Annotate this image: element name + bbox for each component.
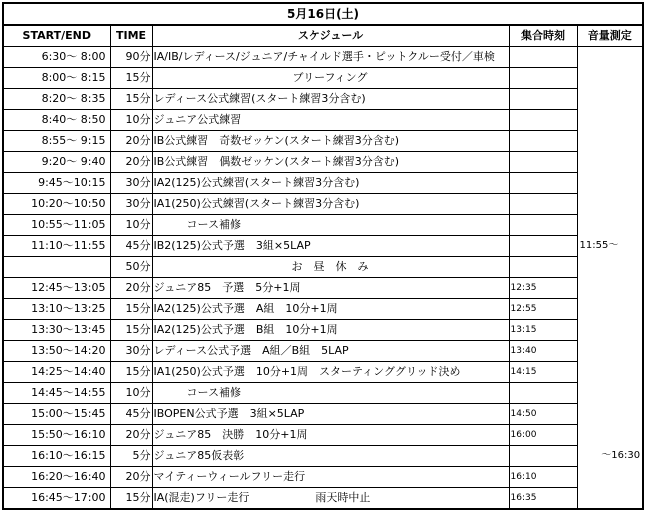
start-end-cell: 14:25～14:40 [3,362,110,383]
sound-check-cell [577,278,643,299]
gather-time-cell [509,68,577,89]
schedule-row [3,488,643,510]
duration-cell: 30分 [110,194,152,215]
duration-cell: 45分 [110,404,152,425]
gather-time-cell [509,173,577,194]
start-end-cell: 10:55～11:05 [3,215,110,236]
start-end-cell: 9:20～ 9:40 [3,152,110,173]
title-row [3,3,643,25]
schedule-row [3,110,643,131]
gather-time-cell [509,89,577,110]
header-time: TIME [110,25,152,47]
schedule-cell: ブリーフィング [152,68,509,89]
gather-time-cell [509,383,577,404]
sound-check-cell [577,89,643,110]
header-row [3,25,643,47]
gather-time-cell [509,131,577,152]
schedule-cell: レディース公式練習(スタート練習3分含む) [152,89,509,110]
schedule-row [3,320,643,341]
schedule-row [3,194,643,215]
header-schedule: スケジュール [152,25,509,47]
sound-check-cell [577,131,643,152]
start-end-cell: 12:45～13:05 [3,278,110,299]
schedule-cell: IA1(250)公式練習(スタート練習3分含む) [152,194,509,215]
start-end-cell: 11:10～11:55 [3,236,110,257]
sound-check-cell [577,488,643,510]
duration-cell: 15分 [110,320,152,341]
sound-check-cell [577,467,643,488]
header-gather-time: 集合時刻 [509,25,577,47]
duration-cell: 20分 [110,467,152,488]
sound-check-cell [577,257,643,278]
start-end-cell [3,257,110,278]
gather-time-cell [509,236,577,257]
gather-time-cell: 12:55 [509,299,577,320]
schedule-cell: ジュニア85 決勝 10分+1周 [152,425,509,446]
gather-time-cell [509,215,577,236]
schedule-row [3,152,643,173]
schedule-row [3,215,643,236]
duration-cell: 50分 [110,257,152,278]
start-end-cell: 10:20～10:50 [3,194,110,215]
start-end-cell: 13:30～13:45 [3,320,110,341]
sound-check-cell [577,404,643,425]
sound-check-cell [577,341,643,362]
start-end-cell: 8:55～ 9:15 [3,131,110,152]
gather-time-cell: 14:15 [509,362,577,383]
schedule-row [3,341,643,362]
schedule-row [3,362,643,383]
schedule-row [3,278,643,299]
gather-time-cell: 14:50 [509,404,577,425]
start-end-cell: 14:45～14:55 [3,383,110,404]
date-title: 5月16日(土) [3,3,643,25]
schedule-cell: コース補修 [152,215,509,236]
duration-cell: 10分 [110,215,152,236]
gather-time-cell [509,257,577,278]
sound-check-cell [577,110,643,131]
gather-time-cell [509,194,577,215]
schedule-cell: IBOPEN公式予選 3組×5LAP [152,404,509,425]
gather-time-cell: 16:00 [509,425,577,446]
duration-cell: 15分 [110,362,152,383]
sound-check-cell [577,299,643,320]
schedule-row [3,425,643,446]
header-sound-check: 音量測定 [577,25,643,47]
schedule-cell: マイティーウィールフリー走行 [152,467,509,488]
start-end-cell: 16:45～17:00 [3,488,110,510]
duration-cell: 20分 [110,278,152,299]
gather-time-cell [509,110,577,131]
duration-cell: 15分 [110,68,152,89]
duration-cell: 90分 [110,47,152,68]
schedule-table [2,2,644,510]
start-end-cell: 16:10～16:15 [3,446,110,467]
header-start-end: START/END [3,25,110,47]
schedule-sheet [2,2,642,504]
duration-cell: 10分 [110,383,152,404]
schedule-cell: IA2(125)公式練習(スタート練習3分含む) [152,173,509,194]
gather-time-cell: 13:15 [509,320,577,341]
start-end-cell: 9:45～10:15 [3,173,110,194]
schedule-row [3,131,643,152]
schedule-cell: IB公式練習 偶数ゼッケン(スタート練習3分含む) [152,152,509,173]
duration-cell: 15分 [110,488,152,510]
schedule-cell: IA/IB/レディース/ジュニア/チャイルド選手・ピットクルー受付／車検 [152,47,509,68]
sound-check-cell [577,68,643,89]
sound-check-cell [577,320,643,341]
start-end-cell: 8:20～ 8:35 [3,89,110,110]
schedule-row [3,236,643,257]
schedule-cell: IB2(125)公式予選 3組×5LAP [152,236,509,257]
schedule-cell: お 昼 休 み [152,257,509,278]
schedule-row [3,68,643,89]
schedule-row [3,47,643,68]
sound-check-cell [577,383,643,404]
duration-cell: 20分 [110,131,152,152]
gather-time-cell: 13:40 [509,341,577,362]
start-end-cell: 13:10～13:25 [3,299,110,320]
schedule-row [3,89,643,110]
gather-time-cell [509,152,577,173]
gather-time-cell [509,47,577,68]
start-end-cell: 13:50～14:20 [3,341,110,362]
start-end-cell: 6:30～ 8:00 [3,47,110,68]
duration-cell: 20分 [110,152,152,173]
sound-check-cell [577,425,643,446]
sound-check-cell: 11:55～ [577,236,643,257]
schedule-cell: IA2(125)公式予選 A組 10分+1周 [152,299,509,320]
schedule-row [3,299,643,320]
schedule-row [3,173,643,194]
duration-cell: 20分 [110,425,152,446]
gather-time-cell [509,446,577,467]
schedule-row [3,446,643,467]
gather-time-cell: 16:35 [509,488,577,510]
duration-cell: 10分 [110,110,152,131]
sound-check-cell [577,194,643,215]
duration-cell: 15分 [110,299,152,320]
schedule-cell: IA2(125)公式予選 B組 10分+1周 [152,320,509,341]
sound-check-cell [577,362,643,383]
schedule-cell: IA(混走)フリー走行 雨天時中止 [152,488,509,510]
sound-check-cell: ～16:30 [577,446,643,467]
sound-check-cell [577,215,643,236]
gather-time-cell: 12:35 [509,278,577,299]
schedule-row [3,404,643,425]
schedule-row [3,467,643,488]
schedule-cell: ジュニア85仮表彰 [152,446,509,467]
schedule-cell: ジュニア85 予選 5分+1周 [152,278,509,299]
start-end-cell: 16:20～16:40 [3,467,110,488]
duration-cell: 45分 [110,236,152,257]
duration-cell: 5分 [110,446,152,467]
schedule-cell: IB公式練習 奇数ゼッケン(スタート練習3分含む) [152,131,509,152]
start-end-cell: 8:40～ 8:50 [3,110,110,131]
schedule-cell: IA1(250)公式予選 10分+1周 スターティンググリッド決め [152,362,509,383]
start-end-cell: 15:50～16:10 [3,425,110,446]
duration-cell: 15分 [110,89,152,110]
sound-check-cell [577,47,643,68]
sound-check-cell [577,152,643,173]
schedule-row [3,383,643,404]
schedule-row [3,257,643,278]
start-end-cell: 15:00～15:45 [3,404,110,425]
duration-cell: 30分 [110,173,152,194]
schedule-cell: レディース公式予選 A組／B組 5LAP [152,341,509,362]
schedule-cell: コース補修 [152,383,509,404]
start-end-cell: 8:00～ 8:15 [3,68,110,89]
sound-check-cell [577,173,643,194]
schedule-cell: ジュニア公式練習 [152,110,509,131]
gather-time-cell: 16:10 [509,467,577,488]
duration-cell: 30分 [110,341,152,362]
